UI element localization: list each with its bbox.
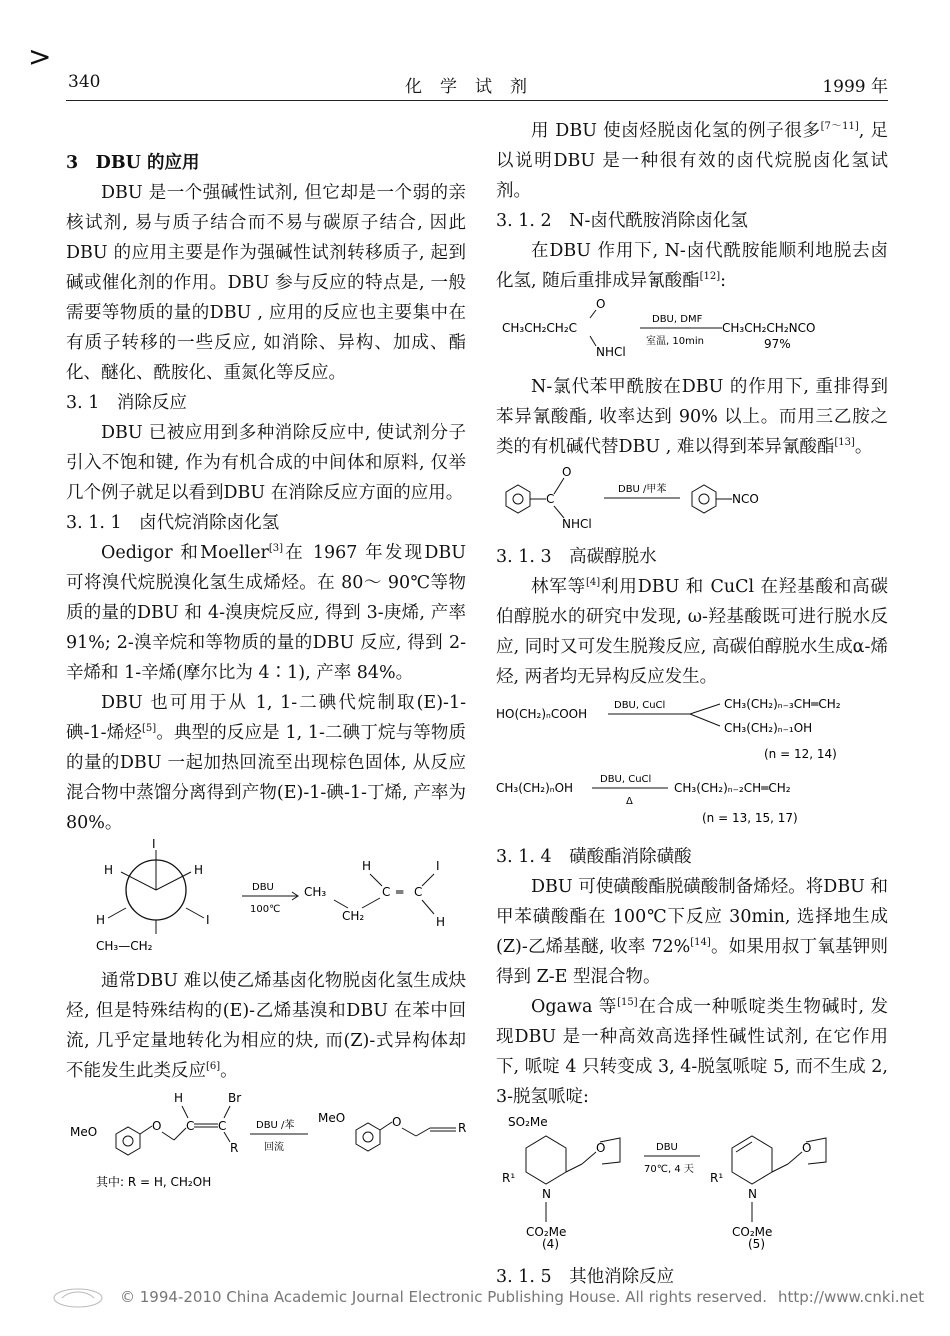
product-H2: H (436, 915, 446, 929)
vinyl-C2: C (218, 1119, 227, 1133)
rx7-condition: 70℃, 4 天 (644, 1164, 694, 1175)
meo-2: MeO (318, 1111, 346, 1125)
copyright-text: © 1994-2010 China Academic Journal Electronic Publishing House. All rights reserved. (120, 1288, 768, 1306)
rx5-n-values: (n = 12, 14) (764, 747, 837, 761)
rx4-NHCl: NHCl (562, 517, 592, 531)
rx2-reagent: DBU /苯 (256, 1120, 295, 1131)
ogawa-paragraph: Ogawa 等[15]在合成一种哌啶类生物碱时, 发现DBU 是一种高效高选择性碱性试剂, 在它作用下, 哌啶 4 只转变成 3, 4-脱氢哌啶 5, 而不生成 2, 3-脱氢哌啶: (496, 997, 888, 1107)
product-I: I (436, 859, 440, 873)
product-double-bond: ═ (396, 885, 404, 899)
rx5-reagent: DBU, CuCl (614, 700, 666, 711)
rx7-R1b: R¹ (710, 1171, 724, 1185)
rx3-reactant: CH₃CH₂CH₂C (502, 321, 578, 335)
rx7-O2: O (802, 1141, 812, 1155)
rx7-N1: N (542, 1187, 551, 1201)
vinyl-paragraph: 通常DBU 难以使乙烯基卤化物脱卤化氢生成炔烃, 但是特殊结构的(E)-乙烯基溴和DBU 在苯中回流, 几乎定量地转化为相应的炔, 而(Z)-式异构体却不能发生此类反应[6]。 (66, 971, 466, 1081)
product-CH2: CH₂ (342, 909, 365, 923)
rx7-label-4: (4) (542, 1237, 559, 1251)
citation: [4] (586, 577, 601, 588)
right-column (496, 116, 888, 1292)
section-3-1-1-title: 3. 1. 1 卤代烷消除卤化氢 (66, 513, 280, 533)
piperidine-reaction-scheme (496, 1112, 888, 1252)
rx3-product: CH₃CH₂CH₂NCO (722, 321, 816, 335)
meo-1: MeO (70, 1125, 98, 1139)
rx1-reagent: DBU (252, 882, 274, 893)
page-corner-mark: > (28, 40, 52, 73)
issue-year: 1999 年 (822, 77, 888, 97)
newman-H-bl: H (96, 913, 106, 927)
rx7-label-5: (5) (748, 1237, 765, 1251)
rx7-co2me-1: CO₂Me (526, 1225, 567, 1239)
alkyne-R: R (458, 1121, 466, 1135)
rx7-R1a: R¹ (502, 1171, 516, 1185)
citation: [5] (142, 723, 157, 734)
ether-O-1: O (152, 1119, 162, 1133)
newman-ethyl: CH₃—CH₂ (96, 939, 153, 953)
rx6-n-values: (n = 13, 15, 17) (702, 811, 798, 825)
citation: [15] (617, 997, 638, 1008)
product-C1: C (382, 885, 391, 899)
vinyl-R: R (230, 1141, 239, 1155)
newman-H-left: H (104, 863, 114, 877)
vinyl-C1: C (186, 1119, 195, 1133)
rx4-C: C (546, 492, 555, 506)
section-3-title: 3 DBU 的应用 (66, 153, 200, 173)
rx7-N2: N (748, 1187, 757, 1201)
ether-O-2: O (392, 1115, 402, 1129)
rx5-reactant: HO(CH₂)ₙCOOH (496, 707, 588, 721)
rx3-condition: 室温, 10min (646, 336, 704, 347)
journal-title: 化学试剂 (405, 77, 545, 97)
newman-I-br: I (206, 913, 210, 927)
rx7-co2me-2: CO₂Me (732, 1225, 773, 1239)
sulfonate-paragraph: DBU 可使磺酸酯脱磺酸制备烯烃。将DBU 和甲苯磺酸酯在 100℃下反应 30min, 选择地生成(Z)-乙烯基醚, 收率 72%[14]。如果用叔丁氧基钾则得到 Z-E 型混合物。 (496, 877, 888, 987)
citation: [3] (268, 543, 284, 554)
rx3-reagent: DBU, DMF (652, 314, 703, 325)
amide-reaction-scheme (496, 296, 888, 362)
rx6-product: CH₃(CH₂)ₙ₋₂CH═CH₂ (674, 781, 791, 795)
rx7-so2me: SO₂Me (508, 1115, 548, 1129)
section-3-1-5-title: 3. 1. 5 其他消除反应 (496, 1267, 675, 1287)
header-rule (66, 100, 888, 101)
newman-H-right: H (194, 863, 204, 877)
citation: [12] (699, 271, 721, 282)
rx3-yield: 97% (764, 337, 791, 351)
intro-paragraph: 用 DBU 使卤烃脱卤化氢的例子很多[7～11], 足以说明DBU 是一种很有效的卤代烷脱卤化氢试剂。 (496, 121, 888, 201)
section-3-1-4-title: 3. 1. 4 磺酸酯消除磺酸 (496, 847, 692, 867)
rx4-product: NCO (732, 492, 759, 506)
rx3-O: O (596, 297, 606, 311)
citation: [14] (690, 937, 711, 948)
cnki-link[interactable]: http://www.cnki.net (778, 1288, 925, 1306)
vinyl-Br: Br (228, 1091, 242, 1105)
dehydration-reaction-schemes (496, 692, 888, 832)
benzamide-paragraph: N-氯代苯甲酰胺在DBU 的作用下, 重排得到苯异氰酸酯, 收率达到 90% 以上。而用三乙胺之类的有机碱代替DBU , 难以得到苯异氰酸酯[13]。 (496, 377, 888, 457)
rx4-O: O (562, 465, 572, 479)
rx6-reactant: CH₃(CH₂)ₙOH (496, 781, 574, 795)
citation: [7～11] (820, 121, 859, 132)
rx2-condition: 回流 (264, 1142, 284, 1153)
rx6-reagent: DBU, CuCl (600, 774, 652, 785)
section-3-1-paragraph: DBU 已被应用到多种消除反应中, 使试剂分子引入不饱和键, 作为有机合成的中间体和原料, 仅举几个例子就足以看到DBU 在消除反应方面的应用。 (66, 423, 466, 503)
cnki-logo-icon (52, 1286, 104, 1310)
benzamide-reaction-scheme (496, 462, 888, 532)
rx4-reagent: DBU /甲苯 (618, 484, 667, 495)
section-3-1-2-title: 3. 1. 2 N-卤代酰胺消除卤化氢 (496, 211, 748, 231)
page-number: 340 (68, 72, 101, 92)
citation: [6] (206, 1061, 221, 1072)
rx7-reagent: DBU (656, 1142, 678, 1153)
product-C2: C (414, 885, 423, 899)
product-CH3: CH₃ (304, 885, 327, 899)
alkyne-reaction-scheme (66, 1086, 466, 1194)
rx5-product-1: CH₃(CH₂)ₙ₋₃CH═CH₂ (724, 697, 841, 711)
product-H: H (362, 859, 372, 873)
rx1-condition: 100℃ (250, 904, 281, 915)
amide-paragraph: 在DBU 作用下, N-卤代酰胺能顺利地脱去卤化氢, 随后重排成异氰酸酯[12]: (496, 241, 888, 291)
rx7-O1: O (596, 1141, 606, 1155)
section-3-1-title: 3. 1 消除反应 (66, 393, 187, 413)
substituent-note: 其中: R = H, CH₂OH (96, 1175, 212, 1189)
citation: [13] (834, 437, 855, 448)
section-3-1-3-title: 3. 1. 3 高碳醇脱水 (496, 547, 657, 567)
left-column (66, 116, 466, 1204)
alcohol-paragraph: 林军等[4]利用DBU 和 CuCl 在羟基酸和高碳伯醇脱水的研究中发现, ω-羟基酸既可进行脱水反应, 同时又可发生脱羧反应, 高碳伯醇脱水生成α-烯烃, 两者均无异构反应发生。 (496, 577, 889, 687)
rx3-NHCl: NHCl (596, 345, 626, 359)
rx6-condition: Δ (626, 796, 633, 807)
rx5-product-2: CH₃(CH₂)ₙ₋₁OH (724, 721, 813, 735)
oedigor-paragraph: Oedigor 和Moeller[3]在 1967 年发现DBU 可将溴代烷脱溴化氢生成烯烃。在 80～ 90℃等物质的量的DBU 和 4-溴庚烷反应, 得到 3-庚烯, 产率 91%; 2-溴辛烷和等物质的量的DBU 反应, 得到 2-辛烯和 1-辛烯(摩尔比为 4∶1), 产率 84%。 (66, 543, 466, 683)
vinyl-H: H (174, 1091, 184, 1105)
section-3-paragraph: DBU 是一个强碱性试剂, 但它却是一个弱的亲核试剂, 易与质子结合而不易与碳原子结合, 因此DBU 的应用主要是作为强碱性试剂转移质子, 起到碱或催化剂的作用。DBU 参与反应的特点是, 一般需要等物质的量的DBU , 应用的反应也主要集中在有质子转移的一些反应, 如消除、异构、加成、酯化、醚化、酰胺化、重氮化等反应。 (66, 183, 466, 383)
diiodo-paragraph: DBU 也可用于从 1, 1-二碘代烷制取(E)-1-碘-1-烯烃[5]。典型的反应是 1, 1-二碘丁烷与等物质的量的DBU 一起加热回流至出现棕色固体, 从反应混合物中蒸馏分离得到产物(E)-1-碘-1-丁烯, 产率为 80%。 (66, 693, 466, 833)
newman-I-top: I (152, 838, 156, 851)
newman-reaction-scheme (66, 838, 466, 956)
